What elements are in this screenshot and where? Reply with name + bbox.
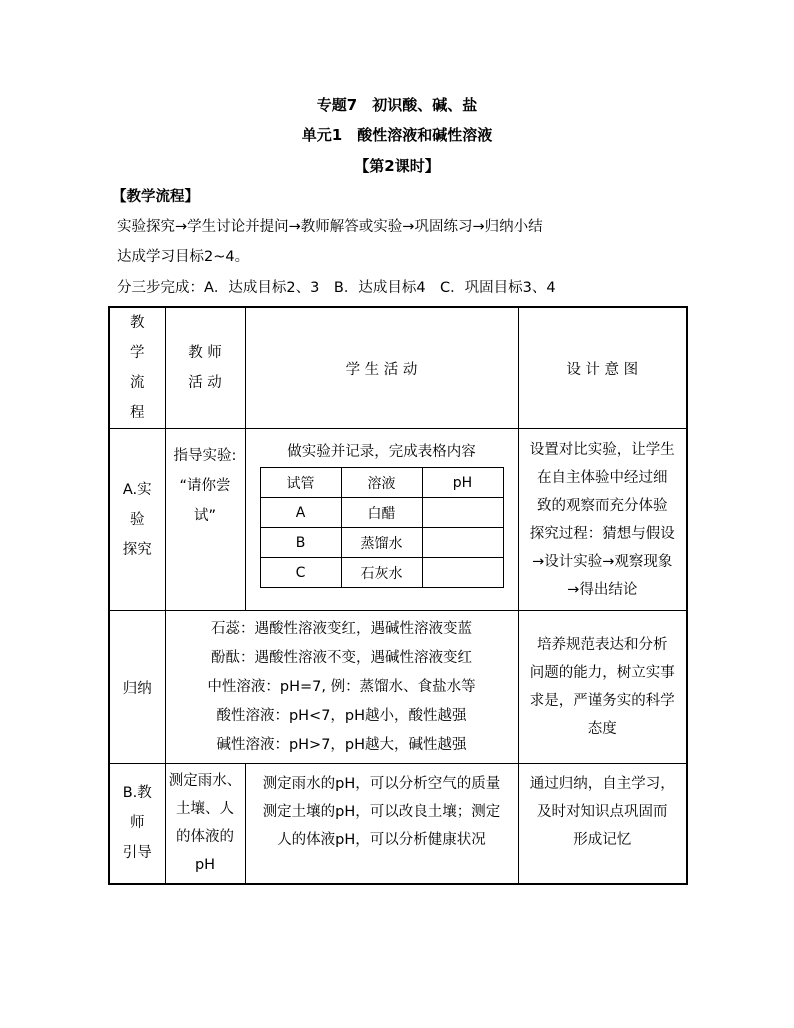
table-row	[109, 764, 687, 884]
steps-text: 分三步完成：A．达成目标2、3 B．达成目标4 C．巩固目标3、4	[117, 280, 556, 296]
header-flow	[109, 307, 165, 429]
sub-table-row	[260, 498, 503, 528]
header-teacher-line: 教 师	[188, 345, 222, 361]
ph-cell[interactable]	[422, 498, 503, 528]
tube-cell: B	[260, 528, 341, 558]
row-b-student	[245, 764, 518, 884]
flow-line: 探究	[122, 541, 152, 558]
lesson-title: 【第2课时】	[354, 157, 440, 175]
teacher-line: pH	[194, 857, 216, 874]
teacher-line: 试”	[193, 508, 216, 524]
row-summary-content	[165, 611, 518, 764]
header-flow-char: 流	[130, 375, 145, 391]
design-line: 设置对比实验，让学生	[529, 441, 675, 458]
flow-line: 验	[130, 511, 145, 528]
row-b-teacher	[165, 764, 245, 884]
student-line: 测定土壤的pH，可以改良土壤；测定	[262, 804, 501, 820]
row-b-flow	[109, 764, 165, 884]
solution-cell: 石灰水	[341, 558, 422, 588]
summary-line: 酚酞：遇酸性溶液不变，遇碱性溶液变红	[211, 649, 472, 666]
teacher-line: 测定雨水、	[168, 773, 242, 790]
design-line: →设计实验→观察现象	[532, 553, 673, 570]
teacher-line: 土壤、人	[176, 801, 234, 818]
section-title: 【教学流程】	[112, 189, 199, 205]
row-a-design	[518, 429, 687, 611]
flow-line: B.教	[122, 785, 152, 802]
header-student: 学 生 活 动	[245, 307, 518, 429]
row-summary-design	[518, 611, 687, 764]
row-a-flow	[109, 429, 165, 611]
col-ph: pH	[422, 468, 503, 498]
tube-cell: C	[260, 558, 341, 588]
flow-line: A.实	[122, 481, 152, 498]
experiment-instruction: 做实验并记录，完成表格内容	[287, 444, 476, 460]
header-flow-char: 程	[130, 405, 145, 421]
row-b-design	[518, 764, 687, 884]
solution-cell: 蒸馏水	[341, 528, 422, 558]
sub-table-row	[260, 558, 503, 588]
lesson-table	[108, 306, 688, 885]
summary-line: 中性溶液：pH=7, 例：蒸馏水、食盐水等	[207, 678, 476, 695]
summary-line: 酸性溶液：pH<7，pH越小，酸性越强	[216, 707, 467, 724]
flow-line: 引导	[122, 845, 152, 862]
col-solution: 溶液	[341, 468, 422, 498]
ph-cell[interactable]	[422, 558, 503, 588]
header-teacher-line: 活 动	[188, 375, 222, 391]
ph-cell[interactable]	[422, 528, 503, 558]
student-line: 人的体液pH，可以分析健康状况	[277, 832, 486, 848]
header-teacher	[165, 307, 245, 429]
summary-line: 石蕊：遇酸性溶液变红，遇碱性溶液变蓝	[211, 620, 472, 637]
design-line: 培养规范表达和分析	[537, 637, 668, 653]
sub-table-row	[260, 528, 503, 558]
row-a-student	[245, 429, 518, 611]
design-line: 态度	[587, 721, 617, 737]
header-design: 设 计 意 图	[518, 307, 687, 429]
table-row	[109, 611, 687, 764]
design-line: 形成记忆	[573, 832, 632, 848]
flow-text: 实验探究→学生讨论并提问→教师解答或实验→巩固练习→归纳小结	[117, 219, 543, 235]
flow-line: 师	[130, 815, 145, 832]
design-line: →得出结论	[567, 581, 638, 598]
design-line: 探究过程：猜想与假设	[529, 525, 675, 542]
header-flow-char: 学	[130, 345, 145, 361]
table-header-row	[109, 307, 687, 429]
student-line: 测定雨水的pH，可以分析空气的质量	[262, 776, 501, 792]
row-summary-flow: 归纳	[109, 611, 165, 764]
header-flow-char: 教	[130, 315, 145, 331]
table-row	[109, 429, 687, 611]
teacher-line: “请你尝	[179, 478, 231, 494]
row-a-teacher	[165, 429, 245, 611]
design-line: 在自主体验中经过细	[537, 469, 668, 486]
unit-title: 单元1 酸性溶液和碱性溶液	[301, 126, 493, 144]
col-tube: 试管	[260, 468, 341, 498]
design-line: 致的观察而充分体验	[537, 497, 668, 514]
design-line: 通过归纳，自主学习，	[529, 776, 675, 792]
topic-title: 专题7 初识酸、碱、盐	[316, 96, 478, 114]
design-line: 及时对知识点巩固而	[537, 804, 668, 820]
teacher-line: 指导实验:	[173, 448, 237, 464]
design-line: 问题的能力，树立实事	[529, 665, 675, 681]
teacher-line: 的体液的	[176, 829, 234, 846]
solution-cell: 白醋	[341, 498, 422, 528]
sub-table-header	[260, 468, 503, 498]
tube-cell: A	[260, 498, 341, 528]
experiment-record-table	[260, 467, 504, 588]
summary-line: 碱性溶液：pH>7，pH越大，碱性越强	[216, 736, 467, 753]
goal-text: 达成学习目标2~4。	[117, 249, 250, 265]
design-line: 求是，严谨务实的科学	[529, 693, 675, 709]
